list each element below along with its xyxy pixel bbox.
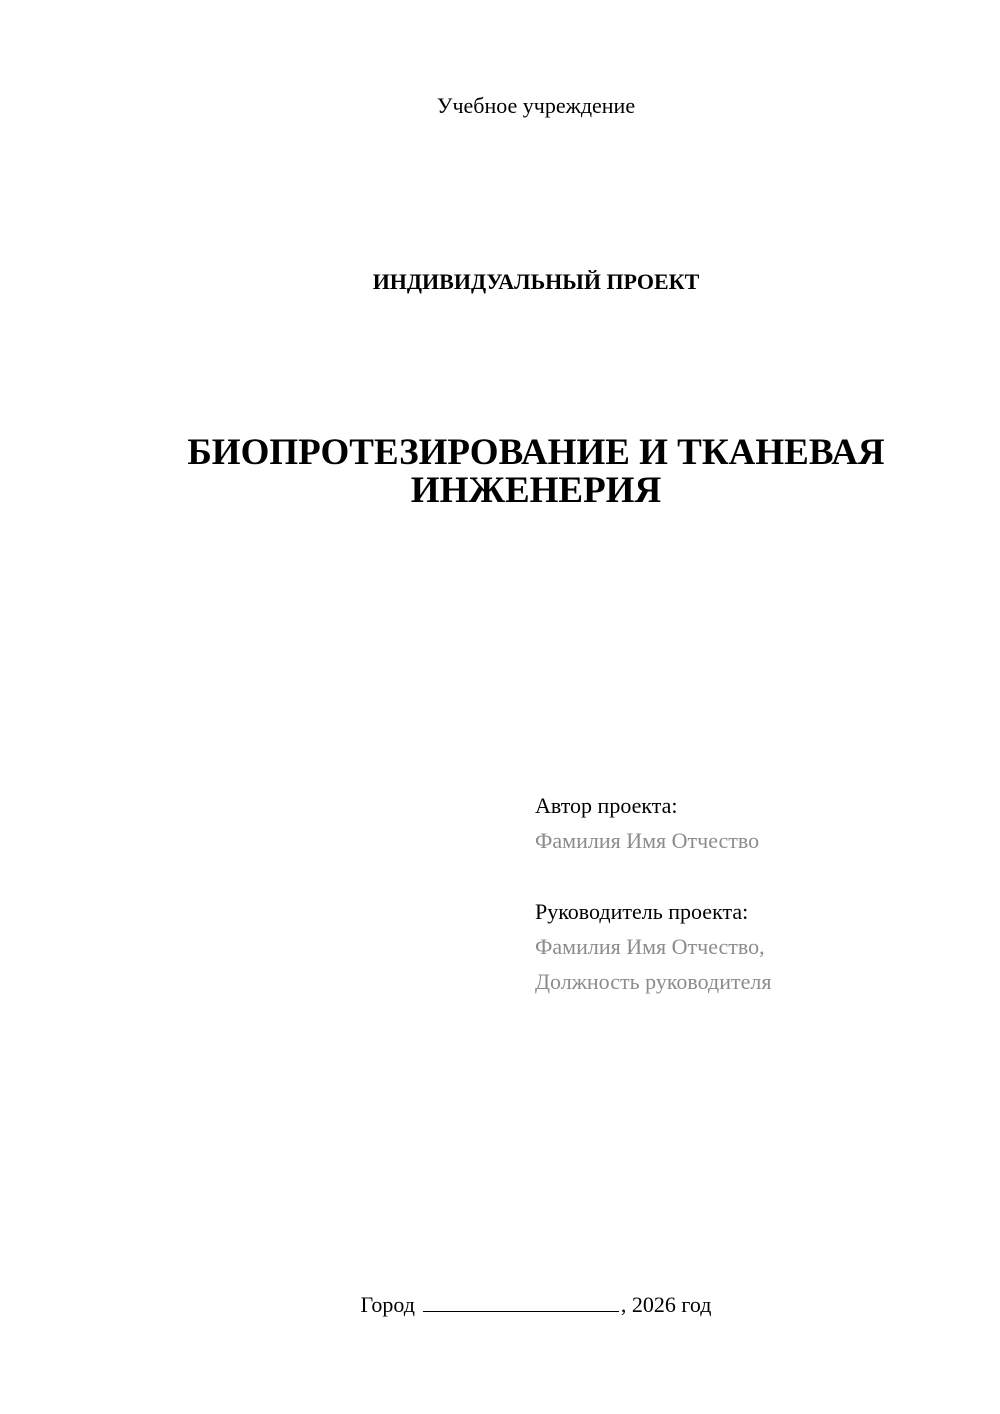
- document-type-heading: ИНДИВИДУАЛЬНЫЙ ПРОЕКТ: [372, 269, 700, 294]
- city-year-line: [0, 1290, 1000, 1320]
- project-title: [0, 434, 1000, 510]
- author-label: Автор проекта:: [535, 793, 678, 818]
- supervisor-name: Фамилия Имя Отчество,: [535, 934, 765, 959]
- year-text: , 2026 год: [620, 1292, 712, 1317]
- city-blank-underline: [423, 1291, 619, 1312]
- city-label: Город: [360, 1292, 415, 1317]
- project-title-line-1: БИОПРОТЕЗИРОВАНИЕ И ТКАНЕВАЯ: [187, 432, 885, 473]
- project-info-block: [535, 788, 975, 999]
- info-spacer: [535, 858, 975, 894]
- supervisor-position: Должность руководителя: [535, 969, 772, 994]
- author-name: Фамилия Имя Отчество: [535, 828, 760, 853]
- project-title-line-2: ИНЖЕНЕРИЯ: [410, 470, 662, 511]
- supervisor-label: Руководитель проекта:: [535, 899, 749, 924]
- institution-name: Учебное учреждение: [436, 93, 636, 118]
